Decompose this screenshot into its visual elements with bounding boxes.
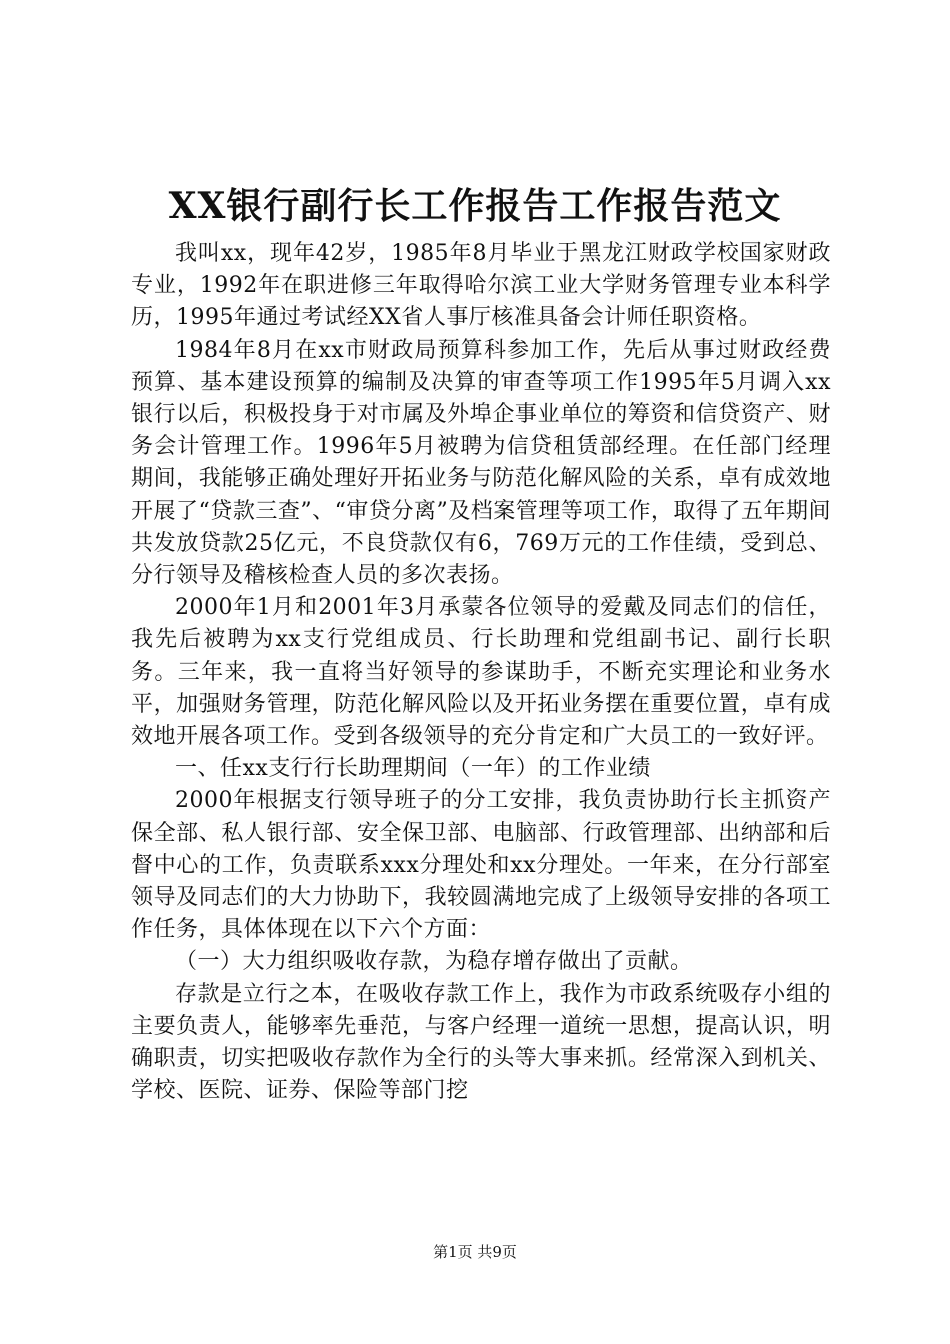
document-title: XX银行副行长工作报告工作报告范文	[168, 185, 782, 227]
paragraph-1: 我叫xx，现年42岁，1985年8月毕业于黑龙江财政学校国家财政专业，1992年在职进修三年取得哈尔滨工业大学财务管理专业本科学历，1995年通过考试经XX省人事厅核准具备会计师任职资格。	[131, 241, 831, 331]
paragraph-3: 2000年1月和2001年3月承蒙各位领导的爱戴及同志们的信任，我先后被聘为xx支行党组成员、行长助理和党组副书记、副行长职务。三年来，我一直将当好领导的参谋助手，不断充实理论和业务水平，加强财务管理，防范化解风险以及开拓业务摆在重要位置，卓有成效地开展各项工作。受到各级领导的充分肯定和广大员工的一致好评。	[131, 595, 831, 750]
page-number: 第1页 共9页	[433, 1243, 517, 1261]
paragraph-2: 1984年8月在xx市财政局预算科参加工作，先后从事过财政经费预算、基本建设预算的编制及决算的审查等项工作1995年5月调入xx银行以后，积极投身于对市属及外埠企事业单位的筹资和信贷资产、财务会计管理工作。1996年5月被聘为信贷租赁部经理。在任部门经理期间，我能够正确处理好开拓业务与防范化解风险的关系，卓有成效地开展了“贷款三查”、“审贷分离”及档案管理等项工作，取得了五年期间共发放贷款25亿元，不良贷款仅有6，769万元的工作佳绩，受到总、分行领导及稽核检查人员的多次表扬。	[131, 337, 831, 589]
paragraph-4: 2000年根据支行领导班子的分工安排，我负责协助行长主抓资产保全部、私人银行部、安全保卫部、电脑部、行政管理部、出纳部和后督中心的工作，负责联系xxx分理处和xx分理处。一年来，在分行部室领导及同志们的大力协助下，我较圆满地完成了上级领导安排的各项工作任务，具体体现在以下六个方面：	[131, 788, 831, 943]
paragraph-5: 存款是立行之本，在吸收存款工作上，我作为市政系统吸存小组的主要负责人，能够率先垂范，与客户经理一道统一思想，提高认识，明确职责，切实把吸收存款作为全行的头等大事来抓。经常深入到机关、学校、医院、证券、保险等部门挖	[131, 981, 831, 1104]
document-body	[131, 238, 831, 1107]
subsection-heading-1: （一）大力组织吸收存款，为稳存增存做出了贡献。	[175, 949, 693, 975]
section-heading-1: 一、任xx支行行长助理期间（一年）的工作业绩	[175, 756, 651, 782]
